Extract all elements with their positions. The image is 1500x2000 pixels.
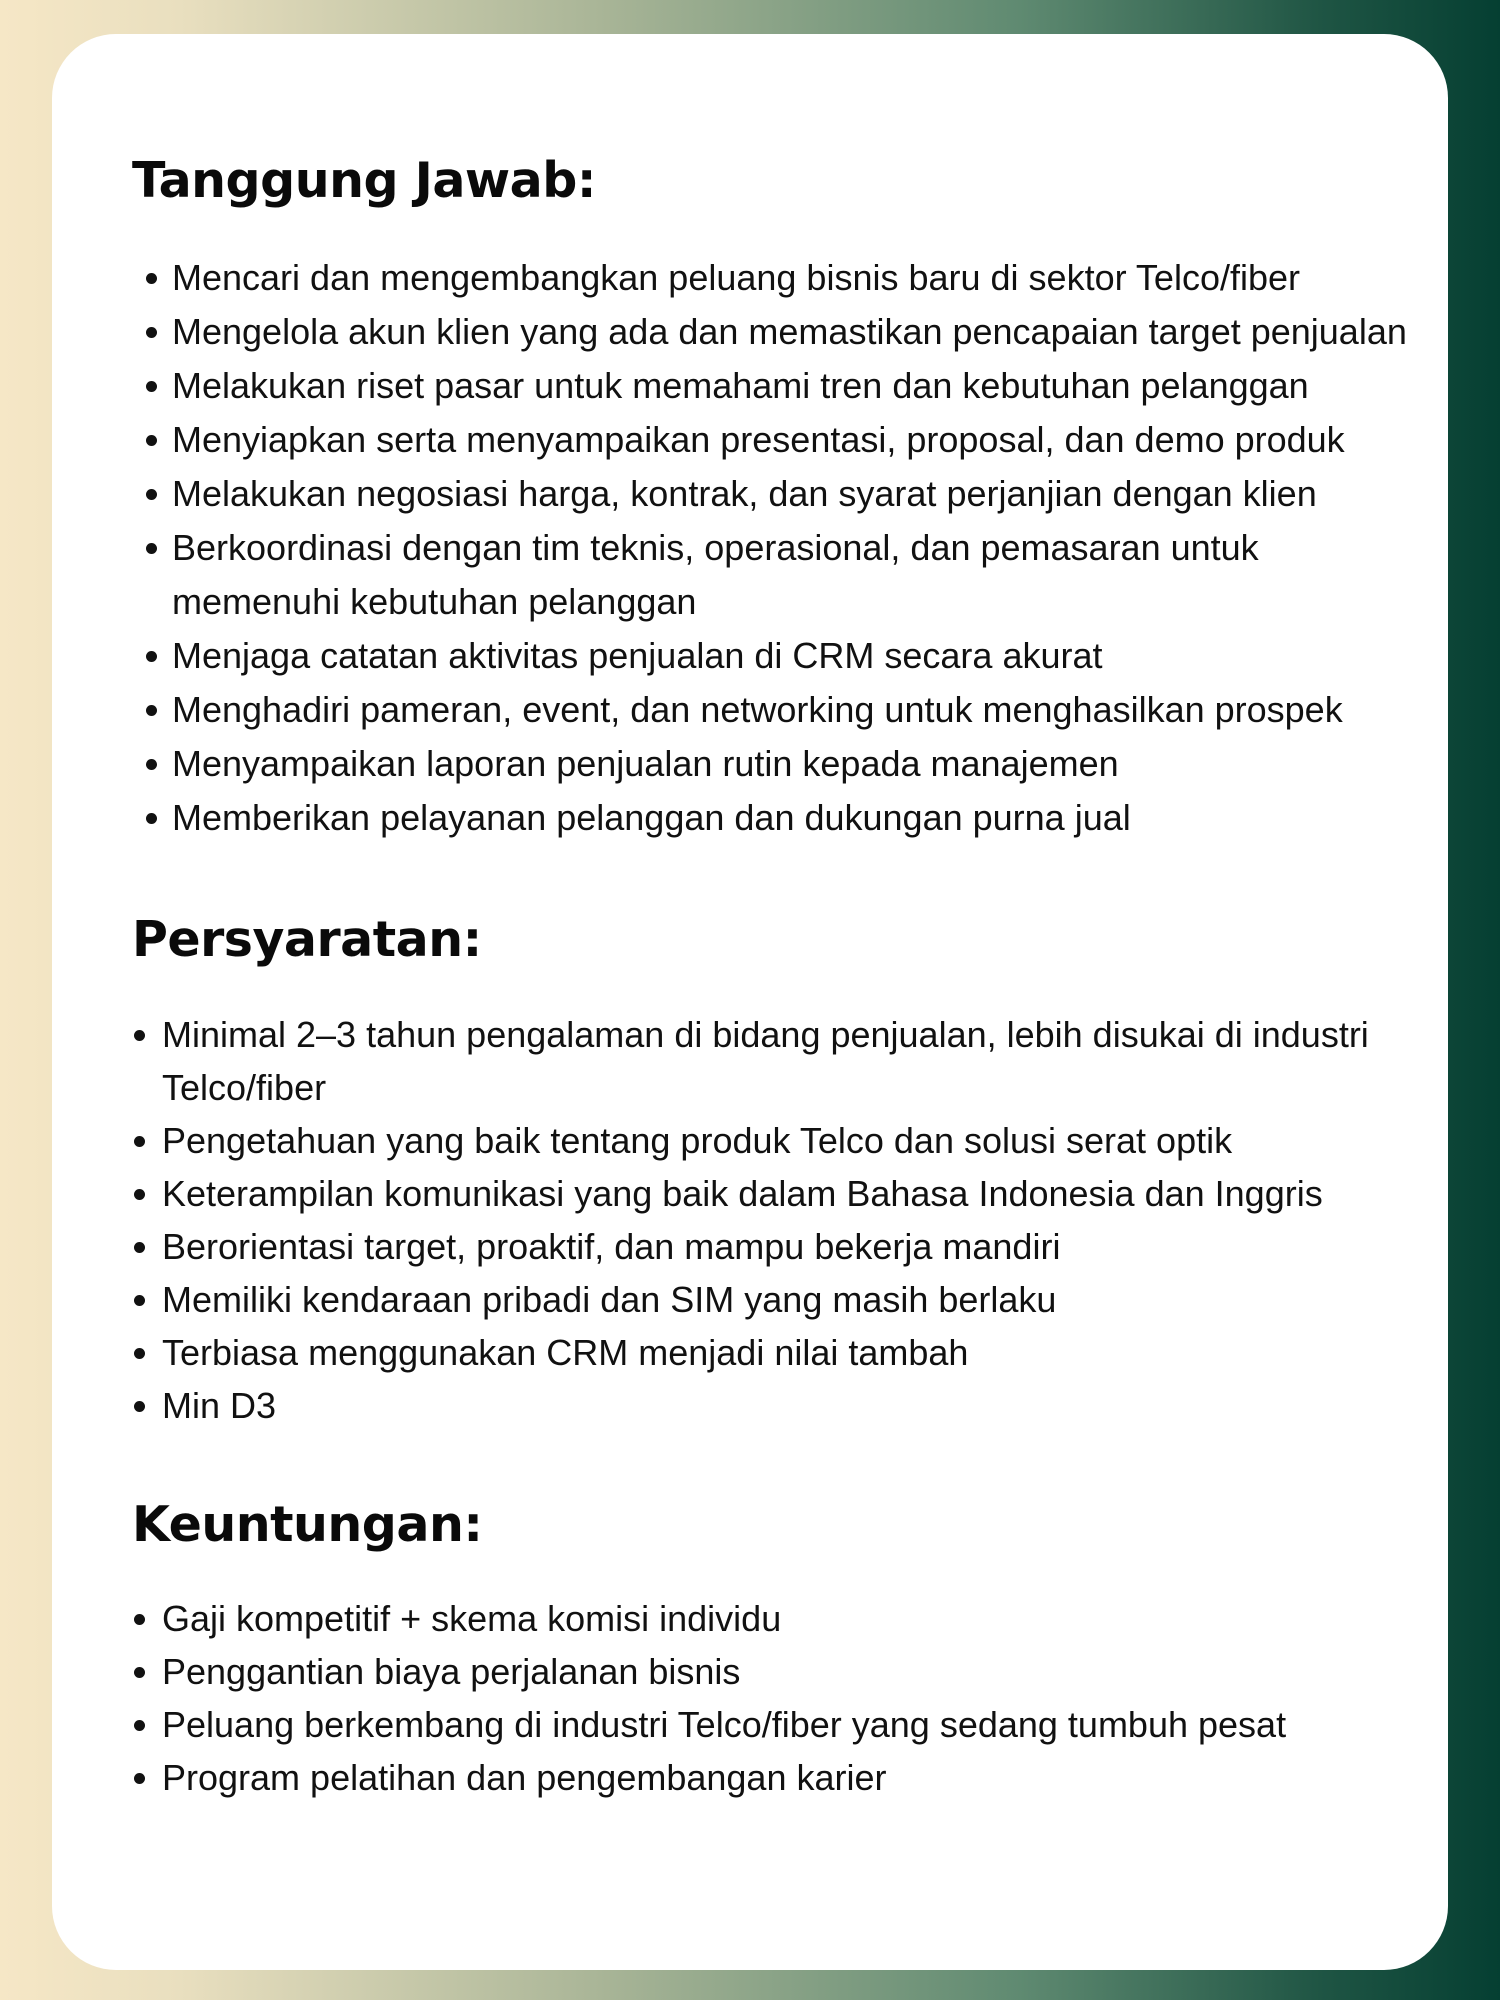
bullet-icon — [146, 381, 157, 392]
bullet-icon — [146, 435, 157, 446]
bullet-icon — [146, 759, 157, 770]
benefits-list — [132, 1592, 1448, 1804]
list-item: Memiliki kendaraan pribadi dan SIM yang masih berlaku — [162, 1273, 1402, 1326]
list-item: Melakukan negosiasi harga, kontrak, dan syarat perjanjian dengan klien — [172, 467, 1432, 521]
bullet-icon — [134, 1720, 145, 1731]
bullet-icon — [134, 1030, 145, 1041]
bullet-icon — [146, 273, 157, 284]
list-item: Menyampaikan laporan penjualan rutin kepada manajemen — [172, 737, 1432, 791]
bullet-icon — [134, 1189, 145, 1200]
section-title-keuntungan: Keuntungan: — [132, 1495, 483, 1553]
bullet-icon — [146, 813, 157, 824]
bullet-icon — [146, 489, 157, 500]
bullet-icon — [134, 1242, 145, 1253]
section-title-persyaratan: Persyaratan: — [132, 910, 482, 968]
bullet-icon — [134, 1348, 145, 1359]
list-item: Penggantian biaya perjalanan bisnis — [162, 1645, 1402, 1698]
list-item: Min D3 — [162, 1379, 1402, 1432]
list-item: Mencari dan mengembangkan peluang bisnis baru di sektor Telco/fiber — [172, 251, 1432, 305]
list-item: Gaji kompetitif + skema komisi individu — [162, 1592, 1402, 1645]
list-item: Menyiapkan serta menyampaikan presentasi, proposal, dan demo produk — [172, 413, 1432, 467]
bullet-icon — [146, 543, 157, 554]
requirements-list — [132, 1008, 1448, 1432]
job-description-card — [52, 34, 1448, 1970]
bullet-icon — [146, 705, 157, 716]
bullet-icon — [134, 1401, 145, 1412]
list-item: Program pelatihan dan pengembangan karier — [162, 1751, 1402, 1804]
list-item: Menghadiri pameran, event, dan networking untuk menghasilkan prospek — [172, 683, 1432, 737]
list-item: Memberikan pelayanan pelanggan dan dukungan purna jual — [172, 791, 1432, 845]
list-item: Berkoordinasi dengan tim teknis, operasional, dan pemasaran untuk memenuhi kebutuhan pelanggan — [172, 521, 1432, 629]
list-item: Berorientasi target, proaktif, dan mampu bekerja mandiri — [162, 1220, 1402, 1273]
list-item: Pengetahuan yang baik tentang produk Telco dan solusi serat optik — [162, 1114, 1402, 1167]
list-item: Melakukan riset pasar untuk memahami tren dan kebutuhan pelanggan — [172, 359, 1432, 413]
list-item: Peluang berkembang di industri Telco/fiber yang sedang tumbuh pesat — [162, 1698, 1402, 1751]
bullet-icon — [146, 651, 157, 662]
list-item: Mengelola akun klien yang ada dan memastikan pencapaian target penjualan — [172, 305, 1432, 359]
list-item: Menjaga catatan aktivitas penjualan di CRM secara akurat — [172, 629, 1432, 683]
bullet-icon — [146, 327, 157, 338]
responsibilities-list — [132, 251, 1448, 845]
section-title-tanggung-jawab: Tanggung Jawab: — [132, 152, 596, 209]
bullet-icon — [134, 1614, 145, 1625]
list-item: Terbiasa menggunakan CRM menjadi nilai tambah — [162, 1326, 1402, 1379]
bullet-icon — [134, 1295, 145, 1306]
list-item: Minimal 2–3 tahun pengalaman di bidang penjualan, lebih disukai di industri Telco/fiber — [162, 1008, 1402, 1114]
bullet-icon — [134, 1136, 145, 1147]
list-item: Keterampilan komunikasi yang baik dalam Bahasa Indonesia dan Inggris — [162, 1167, 1402, 1220]
bullet-icon — [134, 1773, 145, 1784]
bullet-icon — [134, 1667, 145, 1678]
